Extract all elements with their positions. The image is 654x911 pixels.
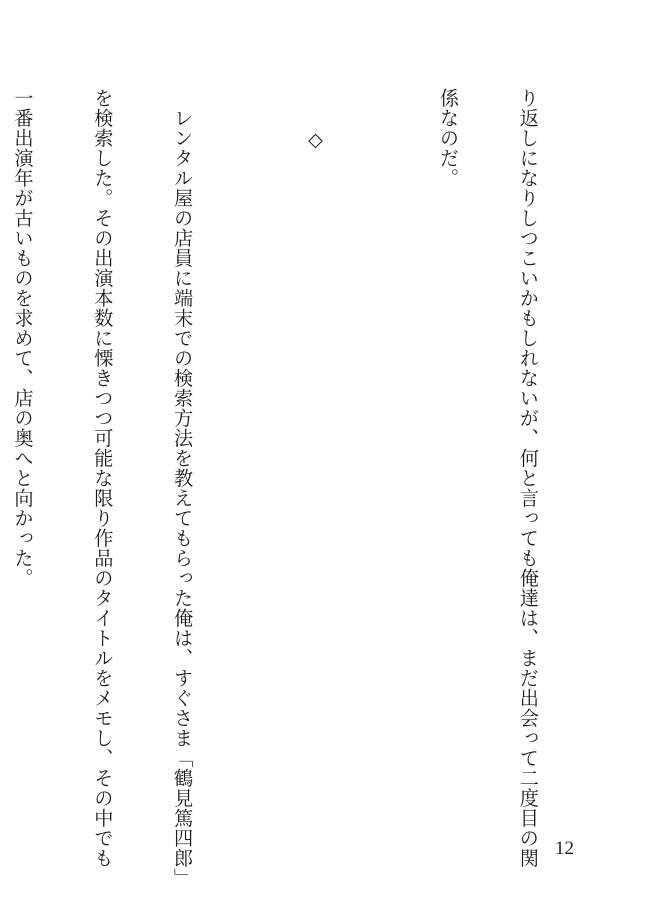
page-number: 12: [555, 838, 574, 859]
text-line: 一番出演年が古いものを求めて、店の奥へと向かった。: [11, 88, 35, 588]
text-line: レンタル屋の店員に端末での検索方法を教えてもらった俺は、すぐさま「鶴見篤四郎」: [171, 88, 195, 888]
text-line: り返しになりしつこいかもしれないが、何と言っても俺達は、まだ出会って二度目の関: [516, 88, 540, 868]
section-break-diamond: ◇: [304, 88, 328, 152]
text-line: を検索した。その出演本数に慄きつつ可能な限り作品のタイトルをメモし、その中でも: [91, 88, 115, 868]
text-line: 係なのだ。: [437, 88, 461, 188]
